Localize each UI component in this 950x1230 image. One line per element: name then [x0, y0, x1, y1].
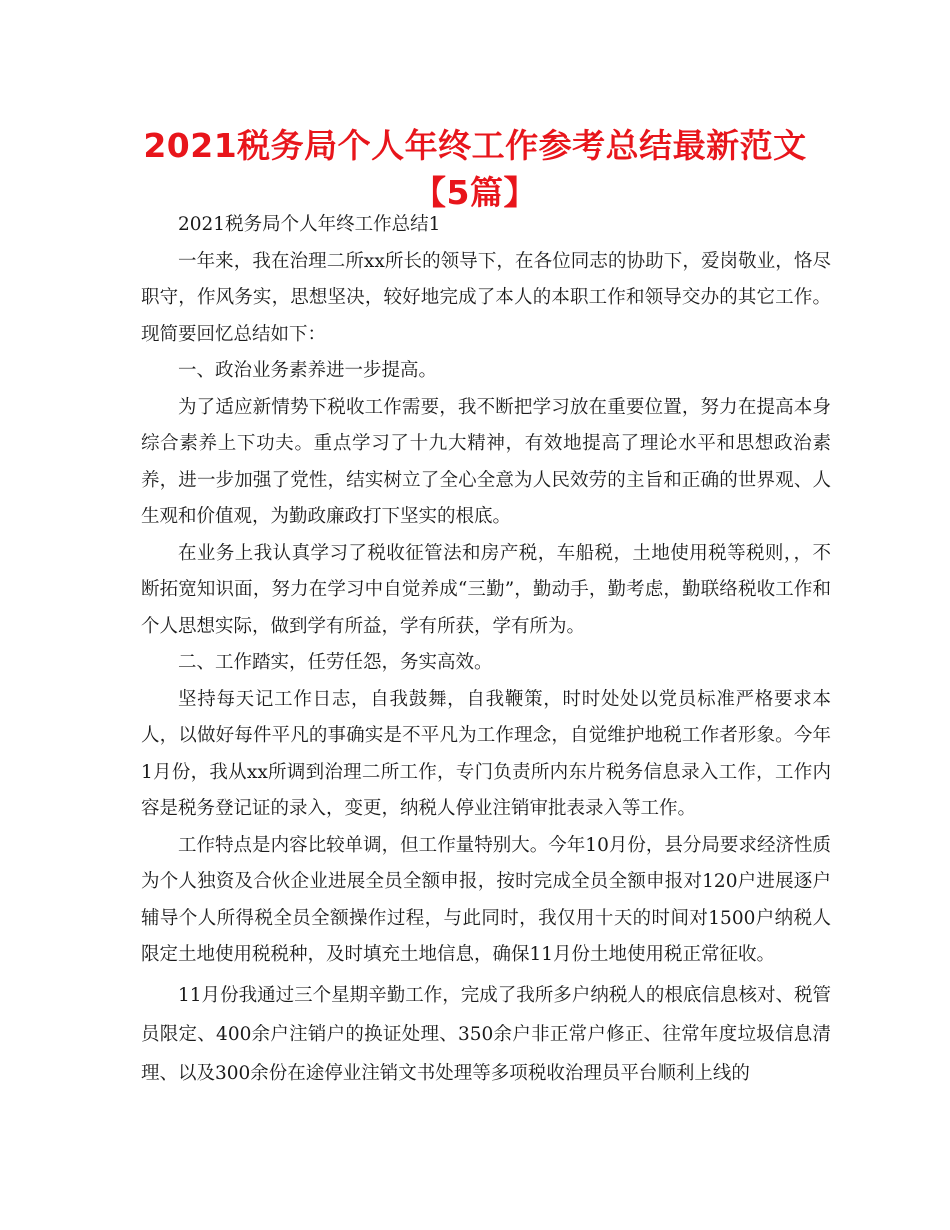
paragraph: 11月份我通过三个星期辛勤工作，完成了我所多户纳税人的根底信息核对、税管员限定、400余户注销户的换证处理、350余户非正常户修正、往常年度垃圾信息清理、以及300余份在途停业注销文书处理等多项税收治理员平台顺利上线的 [141, 984, 831, 1084]
document-body [141, 207, 831, 1093]
paragraph: 在业务上我认真学习了税收征管法和房产税，车船税，土地使用税等税则，，不断拓宽知识面，努力在学习中自觉养成“三勤”，勤动手，勤考虑，勤联络税收工作和个人思想实际，做到学有所益，学有所获，学有所为。 [141, 542, 831, 637]
paragraph: 一年来，我在治理二所xx所长的领导下，在各位同志的协助下，爱岗敬业，恪尽职守，作风务实，思想坚决，较好地完成了本人的本职工作和领导交办的其它工作。现简要回忆总结如下： [141, 250, 831, 345]
paragraph: 为了适应新情势下税收工作需要，我不断把学习放在重要位置，努力在提高本身综合素养上下功夫。重点学习了十九大精神，有效地提高了理论水平和思想政治素养，进一步加强了党性，结实树立了全心全意为人民效劳的主旨和正确的世界观、人生观和价值观，为勤政廉政打下坚实的根底。 [141, 396, 831, 527]
section-heading: 2021税务局个人年终工作总结1 [178, 214, 441, 235]
paragraph: 工作特点是内容比较单调，但工作量特别大。今年10月份，县分局要求经济性质为个人独资及合伙企业进展全员全额申报，按时完成全员全额申报对120户进展逐户辅导个人所得税全员全额操作过程，与此同时，我仅用十天的时间对1500户纳税人限定土地使用税税种，及时填充土地信息，确保11月份土地使用税正常征收。 [141, 834, 831, 965]
paragraph: 坚持每天记工作日志，自我鼓舞，自我鞭策，时时处处以党员标准严格要求本人，以做好每件平凡的事确实是不平凡为工作理念，自觉维护地税工作者形象。今年1月份，我从xx所调到治理二所工作，专门负责所内东片税务信息录入工作，工作内容是税务登记证的录入，变更，纳税人停业注销审批表录入等工作。 [141, 688, 831, 819]
section-heading: 二、工作踏实，任劳任怨，务实高效。 [178, 652, 493, 673]
document-title: 2021税务局个人年终工作参考总结最新范文【5篇】 [143, 126, 807, 212]
section-heading: 一、政治业务素养进一步提高。 [178, 360, 438, 381]
